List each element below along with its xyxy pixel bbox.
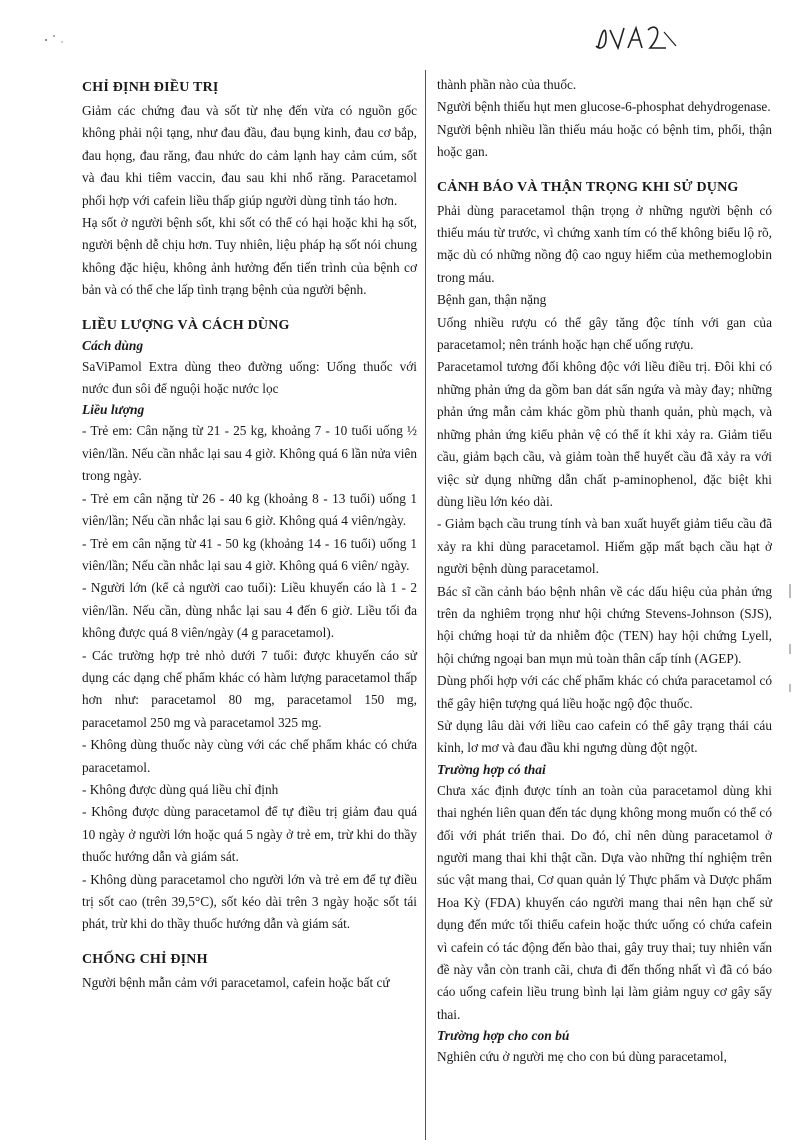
list-item: - Không được dùng quá liều chỉ định	[82, 781, 279, 797]
list-item: - Người lớn (kể cả người cao tuổi): Liều khuyến cáo là 1 - 2 viên/lần. Nếu cần, dùng nhắc lại sau 4 đến 6 giờ. Liều tối đa không được quá 8 viên/ngày (4 g paracetamol).	[82, 580, 417, 641]
list-item: - Các trường hợp trẻ nhỏ dưới 7 tuổi: được khuyến cáo sử dụng các dạng chế phẩm khác có hàm lượng paracetamol thấp hơn như: paracetamol 80 mg, paracetamol 150 mg, paracetamol 250 mg và paracetamol 325 mg.	[82, 647, 417, 730]
paragraph: Người bệnh nhiều lần thiếu máu hoặc có bệnh tim, phổi, thận hoặc gan.	[437, 121, 772, 160]
paragraph: - Giảm bạch cầu trung tính và ban xuất huyết giảm tiểu cầu đã xảy ra khi dùng paracetamol. Hiếm gặp mất bạch cầu hạt ở người bệnh dùng paracetamol.	[437, 516, 772, 577]
subheading-usage: Cách dùng	[82, 337, 144, 353]
section-title-warnings: CẢNH BÁO VÀ THẬN TRỌNG KHI SỬ DỤNG	[437, 179, 739, 195]
paragraph: Uống nhiều rượu có thể gây tăng độc tính với gan của paracetamol; nên tránh hoặc hạn chế uống rượu.	[437, 314, 772, 353]
paragraph: Dùng phối hợp với các chế phẩm khác có chứa paracetamol có thể gây hiện tượng quá liều hoặc ngộ độc thuốc.	[437, 673, 772, 711]
paragraph: Chưa xác định được tính an toàn của paracetamol dùng khi thai nghén liên quan đến tác dụng không mong muốn có thể có đối với phát triển thai. Do đó, chỉ nên dùng paracetamol ở người mang thai khi thật cần. Dựa vào những thí nghiệm trên súc vật mang thai, Cơ quan quản lý Thực phẩm và Dược phẩm Hoa Kỳ (FDA) khuyến cáo người mang thai nên hạn chế sử dụng đến mức tối thiểu cafein hoặc thức uống có chứa cafein vì cafein có tác động đến bào thai, gây truy thai; tuy nhiên vấn đề này vẫn còn tranh cãi, chưa đi đến thống nhất vì đã có báo cáo uống cafein liều trung bình lại làm giảm nguy cơ gây sẩy thai.	[437, 782, 772, 1022]
paragraph: Phải dùng paracetamol thận trọng ở những người bệnh có thiếu máu từ trước, vì chứng xanh tím có thể không biểu lộ rõ, mặc dù có những nồng độ cao nguy hiểm của methemoglobin trong máu.	[437, 202, 772, 285]
subheading-pregnancy: Trường hợp có thai	[437, 761, 546, 777]
subheading-breastfeeding: Trường hợp cho con bú	[437, 1028, 570, 1044]
handwritten-note	[592, 18, 682, 56]
right-column	[437, 74, 772, 1069]
list-item: - Không được dùng paracetamol để tự điều trị giảm đau quá 10 ngày ở người lớn hoặc quá 5 ngày ở trẻ em, trừ khi do thầy thuốc hướng dẫn và giám sát.	[82, 804, 417, 865]
paragraph: thành phần nào của thuốc.	[437, 77, 577, 92]
list-item: - Trẻ em cân nặng từ 41 - 50 kg (khoảng 14 - 16 tuổi) uống 1 viên/lần; Nếu cần nhắc lại sau 4 giờ. Không quá 6 viên/ ngày.	[82, 535, 417, 573]
list-item: - Trẻ em cân nặng từ 26 - 40 kg (khoảng 8 - 13 tuổi) uống 1 viên/lần; Nếu cần nhắc lại sau 6 giờ. Không quá 4 viên/ngày.	[82, 490, 417, 529]
scan-edge-mark	[788, 584, 792, 704]
section-title-dosage: LIỀU LƯỢNG VÀ CÁCH DÙNG	[82, 317, 290, 333]
left-column	[82, 74, 417, 994]
section-title-indications: CHỈ ĐỊNH ĐIỀU TRỊ	[82, 80, 219, 95]
paragraph: Nghiên cứu ở người mẹ cho con bú dùng paracetamol,	[437, 1049, 727, 1065]
paragraph: Giảm các chứng đau và sốt từ nhẹ đến vừa có nguồn gốc không phải nội tạng, như đau đầu, đau bụng kinh, đau cơ bắp, đau họng, đau răng, đau nhức do cảm lạnh hay cảm cúm, sốt và đau khi tiêm vaccin, đau sau khi nhổ răng. Paracetamol phối hợp với cafein liều thấp giúp người dùng tỉnh táo hơn.	[82, 103, 417, 208]
list-item: - Không dùng thuốc này cùng với các chế phẩm khác có chứa paracetamol.	[82, 737, 417, 775]
list-item: - Không dùng paracetamol cho người lớn và trẻ em để tự điều trị sốt cao (trên 39,5°C), sốt kéo dài trên 3 ngày hoặc sốt tái phát, trừ khi do thầy thuốc hướng dẫn và giám sát.	[82, 871, 417, 932]
subheading-dose: Liều lượng	[82, 402, 145, 418]
list-item: - Trẻ em: Cân nặng từ 21 - 25 kg, khoảng 7 - 10 tuổi uống ½ viên/lần. Nếu cần nhắc lại sau 4 giờ. Không quá 6 lần nửa viên trong ngày.	[82, 423, 417, 484]
paragraph: Người bệnh mẫn cảm với paracetamol, cafein hoặc bất cứ	[82, 974, 390, 990]
paragraph: Paracetamol tương đối không độc với liều điều trị. Đôi khi có những phản ứng da gồm ban dát sẩn ngứa và mày đay; những phản ứng mẫn cảm khác gồm phù thanh quản, phù mạch, và những phản ứng kiểu phản vệ có thể ít khi xảy ra. Giảm tiểu cầu, giảm bạch cầu, và giảm toàn thể huyết cầu đã xảy ra với việc sử dụng những dẫn chất p-aminophenol, đặc biệt khi dùng liều lớn kéo dài.	[437, 359, 772, 509]
section-title-contraindications: CHỐNG CHỈ ĐỊNH	[82, 951, 208, 967]
paragraph: Bác sĩ cần cảnh báo bệnh nhân về các dấu hiệu của phản ứng trên da nghiêm trọng như hội chứng Stevens-Johnson (SJS), hội chứng hoại tử da nhiễm độc (TEN) hay hội chứng Lyell, hội chứng ngoại ban mụn mủ toàn thân cấp tính (AGEP).	[437, 583, 772, 666]
column-divider	[425, 70, 426, 1140]
paragraph: SaViPamol Extra dùng theo đường uống: Uống thuốc với nước đun sôi để nguội hoặc nước lọc	[82, 358, 417, 397]
paragraph: Bệnh gan, thận nặng	[437, 292, 547, 308]
paragraph: Hạ sốt ở người bệnh sốt, khi sốt có thể có hại hoặc khi hạ sốt, người bệnh dễ chịu hơn. Tuy nhiên, liệu pháp hạ sốt nói chung không đặc hiệu, không ảnh hưởng đến tiến trình của bệnh cơ bản và có thể che lấp tình trạng bệnh của người bệnh.	[82, 215, 417, 298]
scan-specks	[40, 28, 100, 48]
paragraph: Sử dụng lâu dài với liều cao cafein có thể gây trạng thái cáu kỉnh, lơ mơ và đau đầu khi ngưng dùng đột ngột.	[437, 717, 772, 756]
paragraph: Người bệnh thiếu hụt men glucose-6-phosphat dehydrogenase.	[437, 99, 771, 115]
